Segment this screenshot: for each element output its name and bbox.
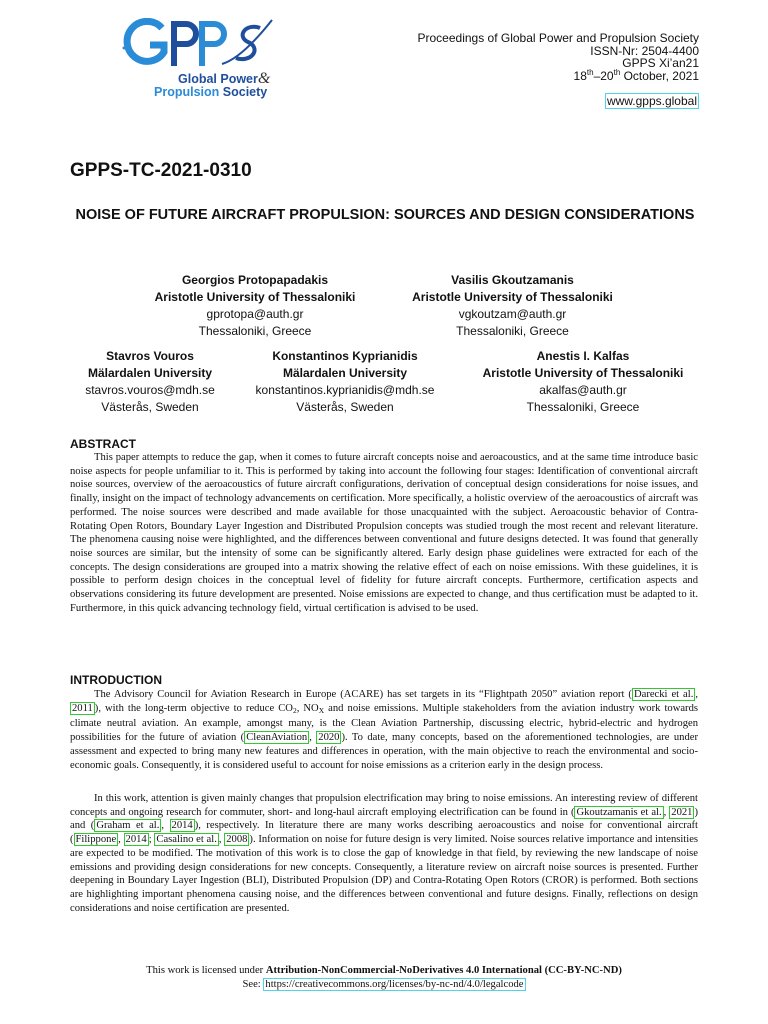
website-link[interactable]: www.gpps.global — [606, 94, 697, 108]
citation-link[interactable]: Graham et al. — [96, 820, 160, 832]
citation-link[interactable]: 2008 — [226, 834, 248, 846]
issn-line: ISSN-Nr: 2504-4400 — [590, 43, 699, 58]
introduction-heading: INTRODUCTION — [70, 673, 162, 687]
author-block — [145, 272, 365, 340]
license-url-line: See: https://creativecommons.org/licenses/by-nc-nd/4.0/legalcode — [242, 979, 524, 990]
conference-info — [418, 32, 700, 82]
intro-paragraph-2: In this work, attention is given mainly changes that propulsion electrification may bring to noise emissions. An interesting review of different concepts and ongoing research for commuter, short- and long-haul aircraft employing electrification can be found in ( Gkoutzamanis et al. , 2021 ) and ( Graham et al. , 2014 ), respectively. In literature there are many works describing aeroacoustics and noise for conventional aircraft ( Filippone , 2014 ; Casalino et al. , 2008 ). Information on noise for future design is very limited. Noise sources relative importance and intensities are expected to be modified. The motivation of this work is to close the gap of knowledge in that field, by reviewing the new landscape of noise emissions and providing design considerations for new concepts. Consequently, a literature review on aircraft noise sources is presented. Further deepening in Boundary Layer Ingestion (BLI), Distributed Propulsion (DP) and Contra-Rotating Open Rotors (CROR) is performed. Both sections are highlighting important phenomena causing noise, and the differences between conventional and future designs. Finally, reflections on design considerations and noise certification are presented. — [70, 793, 699, 914]
author-affiliation: Mälardalen University — [282, 366, 408, 380]
author-email: stavros.vouros@mdh.se — [85, 383, 215, 397]
gpps-logo — [122, 18, 292, 100]
author-email: konstantinos.kyprianidis@mdh.se — [255, 383, 435, 397]
gpps-logo-mark — [122, 18, 282, 70]
author-affiliation: Aristotle University of Thessaloniki — [412, 290, 613, 304]
author-name: Vasilis Gkoutzamanis — [451, 273, 574, 287]
paper-title: NOISE OF FUTURE AIRCRAFT PROPULSION: SOURCES AND DESIGN CONSIDERATIONS — [75, 207, 695, 223]
citation-link[interactable]: Casalino et al. — [156, 834, 217, 846]
logo-ampersand: & — [257, 70, 271, 87]
author-block — [70, 348, 230, 416]
author-location: Thessaloniki, Greece — [456, 324, 569, 338]
author-affiliation: Mälardalen University — [87, 366, 213, 380]
citation-link[interactable]: Gkoutzamanis et al. — [576, 806, 662, 818]
conference-line: GPPS Xi’an21 — [622, 56, 699, 70]
date-line: 18th–20th October, 2021 — [573, 67, 699, 83]
citation-link[interactable]: 2020 — [318, 732, 340, 744]
citation-link[interactable]: 2011 — [72, 702, 93, 714]
author-name: Stavros Vouros — [106, 349, 194, 363]
citation-link[interactable]: 2021 — [671, 806, 693, 818]
author-email: vgkoutzam@auth.gr — [458, 307, 567, 321]
abstract-heading: ABSTRACT — [70, 437, 136, 451]
author-location: Thessaloniki, Greece — [198, 324, 312, 338]
author-block — [465, 348, 701, 416]
author-email: akalfas@auth.gr — [539, 383, 627, 397]
author-affiliation: Aristotle University of Thessaloniki — [482, 366, 684, 380]
logo-tagline-1: Global Power& — [178, 70, 271, 87]
citation-link[interactable]: 2014 — [171, 820, 193, 832]
author-affiliation: Aristotle University of Thessaloniki — [154, 290, 356, 304]
author-location: Thessaloniki, Greece — [526, 400, 640, 414]
license-url-link[interactable]: https://creativecommons.org/licenses/by-nc-nd/4.0/legalcode — [265, 979, 524, 990]
citation-link[interactable]: 2014 — [125, 834, 147, 846]
proceedings-line: Proceedings of Global Power and Propulsion Society — [417, 31, 699, 45]
author-location: Västerås, Sweden — [296, 400, 394, 414]
abstract-text: This paper attempts to reduce the gap, when it comes to future aircraft concepts noise and aeroacoustics, and at the same time introduce basic noise aspects for people unfamiliar to it. This is performed by taking into account the following four stages: Identification of conventional aircraft noise sources, overview of the aeroacoustics of future aircraft configurations, derivation of conceptual design considerations for noise issues, and finally, insight on the impact of technology advancements on certification. More specifically, a holistic overview of the aeroacoustics of aircraft was performed. The noise sources were described and made available for those unacquainted with the subject. Aeroacoustic behavior of Contra-Rotating Open Rotors, Boundary Layer Ingestion and Distributed Propulsion concepts was studied trough the most recent and relevant literature. The phenomena causing noise were highlighted, and the differences between conventional and future designs detected. It was found that generally noise sources are similar, but the intensity of some can be significantly altered. Early design phase guidelines were extracted for each of the concepts. The design considerations are grouped into a matrix showing the relative effect of each on noise emissions. With these guidelines, it is possible to perform design choices in the conceptual level of fidelity for future aircraft concepts. Furthermore, certification aspects and observations considering its future development are presented. Noise emissions are expected to change, and thus certification must be adapted to it. Furthermore, in this quick advancing technology field, virtual certification is advised to be used. — [70, 452, 698, 614]
citation-link[interactable]: Filippone — [75, 834, 117, 846]
intro-paragraph-1: The Advisory Council for Aviation Research in Europe (ACARE) has set targets in its “Flightpath 2050” aviation report ( Darecki et al. , 2011 ), with the long-term objective to reduce $CO_2$, $NO_X$ and noise emissions. Multiple stakeholders from the aviation industry work towards climate neutral aviation. An example, amongst many, is the Clean Aviation Partnership, discussing electric, hybrid-electric and hydrogen possibilities for the future of aviation ( CleanAviation , 2020 ). To date, many concepts, based on the aforementioned technologies, are under assessment and expected to bring many new features and differences in operation, with the main objective to reach the environmental and socio-economic goals. Consequently, it is considered useful to account for noise emissions as a criterion early in the design process. — [70, 689, 699, 771]
author-email: gprotopa@auth.gr — [206, 307, 304, 321]
author-location: Västerås, Sweden — [101, 400, 199, 414]
citation-link[interactable]: CleanAviation — [246, 732, 308, 744]
author-block — [400, 272, 625, 340]
author-name: Anestis I. Kalfas — [536, 349, 630, 363]
author-name: Konstantinos Kyprianidis — [272, 349, 418, 363]
author-block — [245, 348, 445, 416]
paper-id: GPPS-TC-2021-0310 — [70, 160, 252, 181]
license-line: This work is licensed under Attribution-NonCommercial-NoDerivatives 4.0 International (CC-BY-NC-ND) — [146, 965, 622, 976]
citation-link[interactable]: Darecki et al. — [633, 689, 694, 700]
logo-tagline-2: Propulsion Society — [154, 85, 268, 99]
author-name: Georgios Protopapadakis — [181, 273, 329, 287]
